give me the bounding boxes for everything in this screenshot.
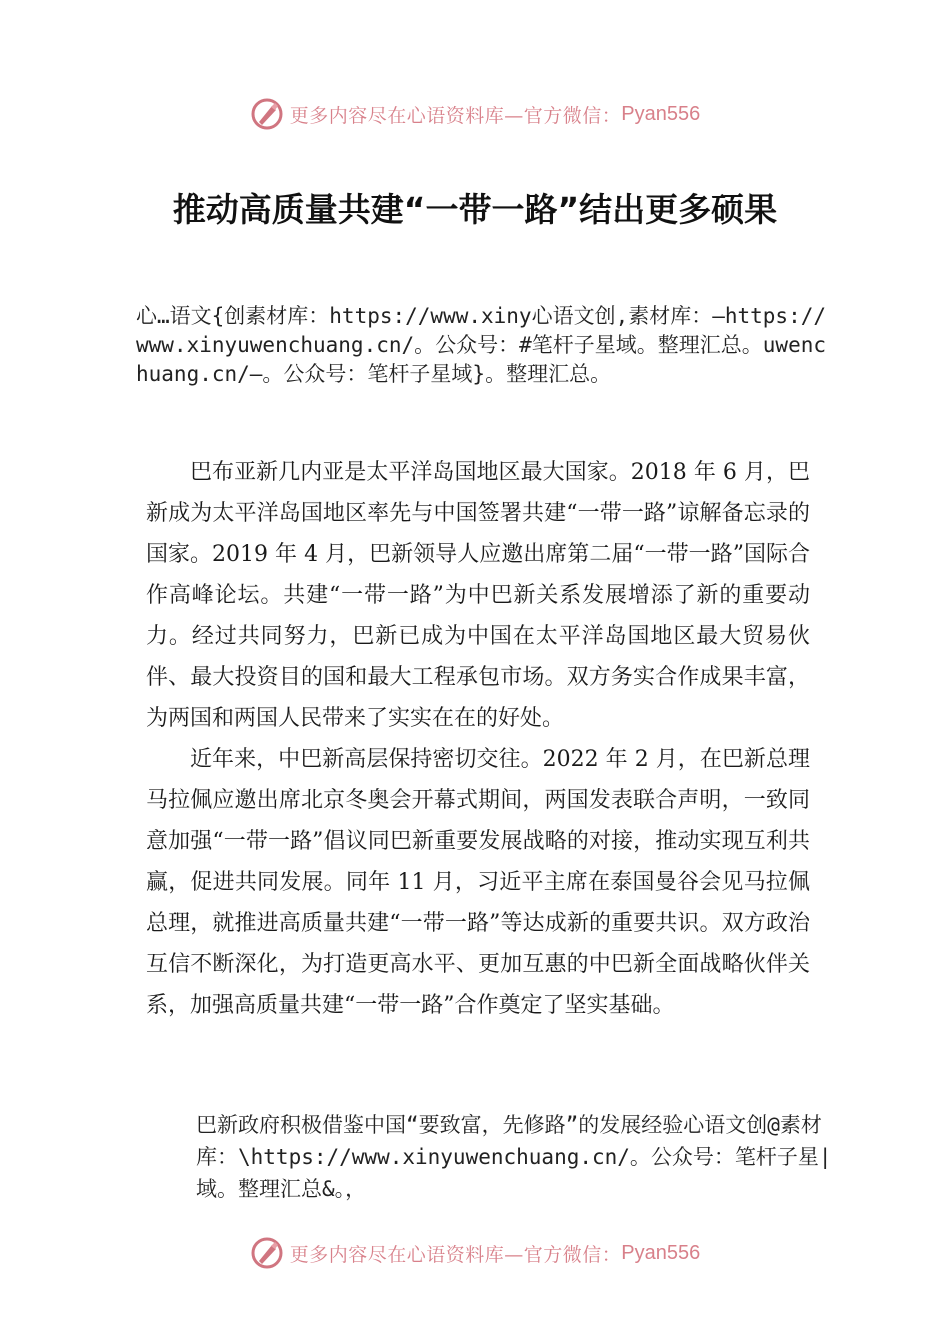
pen-nib-logo-icon bbox=[250, 97, 284, 131]
banner-handle: Pyan556 bbox=[621, 102, 701, 125]
watermark-text: 心…语文{创素材库：https://www.xiny心语文创,素材库：—https://www.xinyuwenchuang.cn/。公众号：#笔杆子星域。整理汇总。uwenchuang.cn/—。公众号：笔杆子星域}。整理汇总。 bbox=[136, 304, 827, 386]
paragraph: 近年来，中巴新高层保持密切交往。2022 年 2 月，在巴新总理马拉佩应邀出席北京冬奥会开幕式期间，两国发表联合声明，一致同意加强“一带一路”倡议同巴新重要发展战略的对接，推动实现互利共赢，促进共同发展。同年 11 月，习近平主席在泰国曼谷会见马拉佩总理，就推进高质量共建“一带一路”等达成新的重要共识。双方政治互信不断深化，为打造更高水平、更加互惠的中巴新全面战略伙伴关系，加强高质量共建“一带一路”合作奠定了坚实基础。 bbox=[146, 747, 810, 1018]
document-title: 推动高质量共建“一带一路”结出更多硕果 bbox=[172, 190, 778, 229]
document-body bbox=[146, 452, 810, 1026]
banner-text: 更多内容尽在心语资料库—官方微信： bbox=[289, 104, 622, 127]
footer-banner bbox=[0, 1233, 950, 1273]
header-banner bbox=[0, 94, 950, 134]
tail-text: 巴新政府积极借鉴中国“要致富，先修路”的发展经验心语文创@素材库：\https://www.xinyuwenchuang.cn/。公众号：笔杆子星|域。整理汇总&。， bbox=[196, 1113, 832, 1201]
banner-text: 更多内容尽在心语资料库—官方微信： bbox=[289, 1243, 622, 1266]
pen-nib-logo-icon bbox=[250, 1236, 284, 1270]
banner-handle: Pyan556 bbox=[621, 1241, 701, 1264]
paragraph: 巴布亚新几内亚是太平洋岛国地区最大国家。2018 年 6 月，巴新成为太平洋岛国地区率先与中国签署共建“一带一路”谅解备忘录的国家。2019 年 4 月，巴新领导人应邀出席第二届“一带一路”国际合作高峰论坛。共建“一带一路”为中巴新关系发展增添了新的重要动力。经过共同努力，巴新已成为中国在太平洋岛国地区最大贸易伙伴、最大投资目的国和最大工程承包市场。双方务实合作成果丰富，为两国和两国人民带来了实实在在的好处。 bbox=[146, 460, 810, 731]
